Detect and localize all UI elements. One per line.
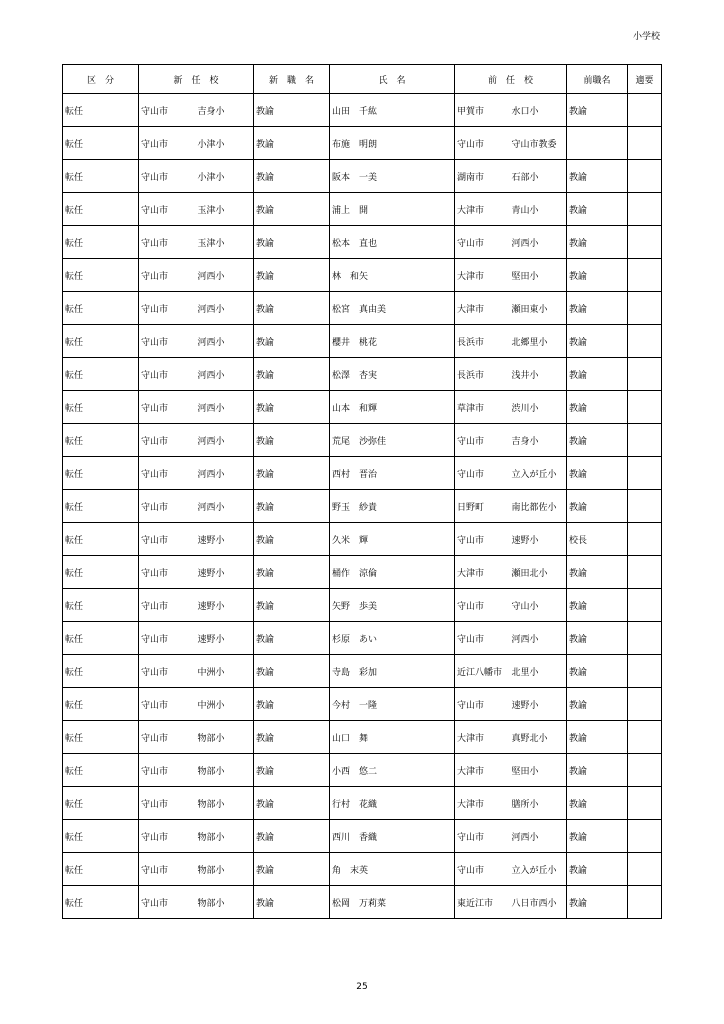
cell-kubun: 転任 — [63, 820, 139, 853]
cell-prev-school: 河西小 — [510, 622, 567, 655]
cell-new-position: 教諭 — [254, 325, 330, 358]
cell-remarks — [628, 490, 662, 523]
cell-new-school: 河西小 — [196, 490, 254, 523]
table-row — [63, 292, 662, 325]
cell-new-city: 守山市 — [139, 391, 196, 424]
cell-prev-city: 大津市 — [455, 292, 510, 325]
cell-new-school: 物部小 — [196, 787, 254, 820]
cell-prev-position: 教諭 — [567, 589, 628, 622]
cell-prev-school: 守山小 — [510, 589, 567, 622]
cell-remarks — [628, 127, 662, 160]
cell-name: 松宮 真由美 — [330, 292, 455, 325]
cell-new-school: 河西小 — [196, 391, 254, 424]
cell-remarks — [628, 424, 662, 457]
cell-kubun: 転任 — [63, 589, 139, 622]
cell-new-city: 守山市 — [139, 457, 196, 490]
cell-prev-school: 南比都佐小 — [510, 490, 567, 523]
cell-prev-school: 浅井小 — [510, 358, 567, 391]
cell-prev-city: 守山市 — [455, 589, 510, 622]
cell-prev-city: 守山市 — [455, 457, 510, 490]
cell-remarks — [628, 853, 662, 886]
table-row — [63, 589, 662, 622]
table-row — [63, 94, 662, 127]
personnel-table — [62, 64, 662, 919]
table-row — [63, 127, 662, 160]
cell-new-city: 守山市 — [139, 325, 196, 358]
cell-name: 桶作 涼倫 — [330, 556, 455, 589]
cell-kubun: 転任 — [63, 259, 139, 292]
cell-prev-position: 校長 — [567, 523, 628, 556]
cell-new-city: 守山市 — [139, 193, 196, 226]
cell-prev-position: 教諭 — [567, 193, 628, 226]
cell-remarks — [628, 886, 662, 919]
cell-kubun: 転任 — [63, 457, 139, 490]
cell-kubun: 転任 — [63, 886, 139, 919]
header-prev-school: 前 任 校 — [455, 65, 567, 94]
cell-new-city: 守山市 — [139, 886, 196, 919]
cell-prev-position: 教諭 — [567, 259, 628, 292]
cell-new-position: 教諭 — [254, 820, 330, 853]
table-row — [63, 556, 662, 589]
cell-new-school: 物部小 — [196, 754, 254, 787]
cell-new-position: 教諭 — [254, 259, 330, 292]
cell-remarks — [628, 226, 662, 259]
cell-new-position: 教諭 — [254, 292, 330, 325]
cell-prev-school: 河西小 — [510, 820, 567, 853]
cell-prev-position: 教諭 — [567, 94, 628, 127]
cell-kubun: 転任 — [63, 358, 139, 391]
cell-kubun: 転任 — [63, 787, 139, 820]
cell-prev-school: 速野小 — [510, 523, 567, 556]
cell-prev-position: 教諭 — [567, 853, 628, 886]
cell-prev-position: 教諭 — [567, 226, 628, 259]
cell-remarks — [628, 556, 662, 589]
cell-name: 杉原 あい — [330, 622, 455, 655]
cell-prev-position: 教諭 — [567, 655, 628, 688]
cell-new-city: 守山市 — [139, 358, 196, 391]
cell-prev-position: 教諭 — [567, 292, 628, 325]
cell-prev-city: 大津市 — [455, 193, 510, 226]
cell-new-position: 教諭 — [254, 457, 330, 490]
cell-kubun: 転任 — [63, 622, 139, 655]
cell-name: 布施 明朗 — [330, 127, 455, 160]
cell-name: 久米 輝 — [330, 523, 455, 556]
cell-prev-school: 吉身小 — [510, 424, 567, 457]
cell-remarks — [628, 457, 662, 490]
school-type-label: 小学校 — [632, 32, 660, 42]
cell-kubun: 転任 — [63, 721, 139, 754]
cell-remarks — [628, 94, 662, 127]
cell-new-school: 速野小 — [196, 556, 254, 589]
header-new-position: 新 職 名 — [254, 65, 330, 94]
cell-new-city: 守山市 — [139, 523, 196, 556]
cell-prev-school: 速野小 — [510, 688, 567, 721]
table-row — [63, 490, 662, 523]
cell-remarks — [628, 787, 662, 820]
cell-prev-school: 渋川小 — [510, 391, 567, 424]
cell-kubun: 転任 — [63, 424, 139, 457]
cell-prev-school: 立入が丘小 — [510, 457, 567, 490]
cell-prev-city: 甲賀市 — [455, 94, 510, 127]
cell-prev-school: 堅田小 — [510, 259, 567, 292]
cell-remarks — [628, 622, 662, 655]
cell-kubun: 転任 — [63, 490, 139, 523]
cell-name: 浦上 開 — [330, 193, 455, 226]
cell-prev-school: 石部小 — [510, 160, 567, 193]
cell-prev-position: 教諭 — [567, 886, 628, 919]
table-row — [63, 259, 662, 292]
table-row — [63, 391, 662, 424]
cell-prev-school: 瀬田北小 — [510, 556, 567, 589]
cell-new-school: 速野小 — [196, 523, 254, 556]
cell-kubun: 転任 — [63, 754, 139, 787]
cell-kubun: 転任 — [63, 556, 139, 589]
cell-prev-city: 日野町 — [455, 490, 510, 523]
cell-new-position: 教諭 — [254, 655, 330, 688]
cell-prev-position: 教諭 — [567, 820, 628, 853]
cell-kubun: 転任 — [63, 160, 139, 193]
cell-new-school: 物部小 — [196, 886, 254, 919]
cell-prev-position: 教諭 — [567, 556, 628, 589]
cell-new-school: 河西小 — [196, 424, 254, 457]
cell-name: 松岡 万莉菜 — [330, 886, 455, 919]
cell-new-school: 物部小 — [196, 721, 254, 754]
cell-prev-city: 大津市 — [455, 721, 510, 754]
cell-kubun: 転任 — [63, 391, 139, 424]
cell-remarks — [628, 523, 662, 556]
cell-prev-city: 長浜市 — [455, 325, 510, 358]
cell-prev-position: 教諭 — [567, 358, 628, 391]
cell-prev-school: 北郷里小 — [510, 325, 567, 358]
cell-new-school: 物部小 — [196, 853, 254, 886]
cell-remarks — [628, 820, 662, 853]
cell-new-school: 玉津小 — [196, 226, 254, 259]
cell-new-position: 教諭 — [254, 193, 330, 226]
cell-name: 小西 悠二 — [330, 754, 455, 787]
cell-prev-school: 立入が丘小 — [510, 853, 567, 886]
cell-remarks — [628, 160, 662, 193]
cell-prev-position — [567, 127, 628, 160]
cell-new-city: 守山市 — [139, 853, 196, 886]
cell-new-city: 守山市 — [139, 721, 196, 754]
cell-prev-school: 水口小 — [510, 94, 567, 127]
cell-new-position: 教諭 — [254, 622, 330, 655]
cell-prev-position: 教諭 — [567, 754, 628, 787]
cell-name: 山口 舞 — [330, 721, 455, 754]
cell-new-position: 教諭 — [254, 754, 330, 787]
cell-prev-school: 守山市教委 — [510, 127, 567, 160]
cell-prev-position: 教諭 — [567, 457, 628, 490]
cell-prev-city: 大津市 — [455, 259, 510, 292]
table-row — [63, 358, 662, 391]
cell-prev-city: 守山市 — [455, 688, 510, 721]
cell-prev-city: 守山市 — [455, 127, 510, 160]
cell-new-school: 河西小 — [196, 259, 254, 292]
cell-kubun: 転任 — [63, 523, 139, 556]
cell-remarks — [628, 688, 662, 721]
cell-new-position: 教諭 — [254, 688, 330, 721]
table-row — [63, 325, 662, 358]
cell-new-school: 河西小 — [196, 325, 254, 358]
cell-prev-city: 守山市 — [455, 853, 510, 886]
cell-kubun: 転任 — [63, 94, 139, 127]
cell-new-position: 教諭 — [254, 226, 330, 259]
table-row — [63, 853, 662, 886]
cell-remarks — [628, 325, 662, 358]
cell-new-position: 教諭 — [254, 127, 330, 160]
cell-prev-city: 守山市 — [455, 226, 510, 259]
cell-prev-city: 守山市 — [455, 622, 510, 655]
cell-new-city: 守山市 — [139, 292, 196, 325]
cell-prev-city: 大津市 — [455, 754, 510, 787]
cell-kubun: 転任 — [63, 193, 139, 226]
header-remarks: 適要 — [628, 65, 662, 94]
cell-name: 角 末英 — [330, 853, 455, 886]
cell-prev-position: 教諭 — [567, 688, 628, 721]
cell-new-school: 河西小 — [196, 457, 254, 490]
cell-new-position: 教諭 — [254, 424, 330, 457]
cell-prev-position: 教諭 — [567, 622, 628, 655]
header-kubun: 区 分 — [63, 65, 139, 94]
cell-kubun: 転任 — [63, 325, 139, 358]
cell-new-position: 教諭 — [254, 160, 330, 193]
cell-new-position: 教諭 — [254, 853, 330, 886]
table-header-row — [63, 65, 662, 94]
cell-prev-city: 東近江市 — [455, 886, 510, 919]
cell-prev-position: 教諭 — [567, 391, 628, 424]
cell-new-school: 速野小 — [196, 589, 254, 622]
table-row — [63, 523, 662, 556]
cell-prev-school: 青山小 — [510, 193, 567, 226]
cell-new-school: 河西小 — [196, 358, 254, 391]
cell-prev-position: 教諭 — [567, 325, 628, 358]
cell-new-city: 守山市 — [139, 556, 196, 589]
cell-name: 荒尾 沙弥佳 — [330, 424, 455, 457]
cell-new-city: 守山市 — [139, 127, 196, 160]
cell-new-position: 教諭 — [254, 391, 330, 424]
cell-prev-city: 長浜市 — [455, 358, 510, 391]
table-row — [63, 820, 662, 853]
cell-prev-position: 教諭 — [567, 160, 628, 193]
table-row — [63, 721, 662, 754]
cell-new-position: 教諭 — [254, 721, 330, 754]
cell-prev-school: 瀬田東小 — [510, 292, 567, 325]
table-row — [63, 457, 662, 490]
table-row — [63, 424, 662, 457]
cell-new-city: 守山市 — [139, 94, 196, 127]
cell-remarks — [628, 721, 662, 754]
cell-prev-city: 大津市 — [455, 556, 510, 589]
cell-name: 行村 花織 — [330, 787, 455, 820]
cell-new-school: 中洲小 — [196, 655, 254, 688]
cell-prev-school: 河西小 — [510, 226, 567, 259]
cell-kubun: 転任 — [63, 688, 139, 721]
cell-name: 阪本 一美 — [330, 160, 455, 193]
cell-new-position: 教諭 — [254, 787, 330, 820]
cell-prev-position: 教諭 — [567, 424, 628, 457]
cell-new-position: 教諭 — [254, 94, 330, 127]
cell-kubun: 転任 — [63, 853, 139, 886]
cell-kubun: 転任 — [63, 655, 139, 688]
table-row — [63, 622, 662, 655]
table-row — [63, 226, 662, 259]
cell-remarks — [628, 655, 662, 688]
table-row — [63, 688, 662, 721]
cell-new-city: 守山市 — [139, 160, 196, 193]
table-row — [63, 754, 662, 787]
table-row — [63, 160, 662, 193]
cell-remarks — [628, 259, 662, 292]
cell-kubun: 転任 — [63, 226, 139, 259]
cell-name: 山田 千紘 — [330, 94, 455, 127]
cell-new-city: 守山市 — [139, 490, 196, 523]
table-row — [63, 886, 662, 919]
table-row — [63, 787, 662, 820]
table-body — [63, 94, 662, 919]
cell-new-position: 教諭 — [254, 523, 330, 556]
cell-kubun: 転任 — [63, 292, 139, 325]
cell-name: 寺島 彩加 — [330, 655, 455, 688]
cell-new-city: 守山市 — [139, 226, 196, 259]
cell-prev-city: 守山市 — [455, 523, 510, 556]
cell-name: 櫻井 桃花 — [330, 325, 455, 358]
cell-name: 林 和矢 — [330, 259, 455, 292]
cell-prev-school: 膳所小 — [510, 787, 567, 820]
cell-prev-position: 教諭 — [567, 787, 628, 820]
cell-prev-school: 真野北小 — [510, 721, 567, 754]
cell-new-city: 守山市 — [139, 424, 196, 457]
cell-prev-city: 守山市 — [455, 424, 510, 457]
cell-remarks — [628, 589, 662, 622]
cell-new-city: 守山市 — [139, 820, 196, 853]
cell-remarks — [628, 193, 662, 226]
cell-new-school: 吉身小 — [196, 94, 254, 127]
cell-new-school: 玉津小 — [196, 193, 254, 226]
cell-new-position: 教諭 — [254, 589, 330, 622]
table-row — [63, 655, 662, 688]
cell-new-city: 守山市 — [139, 259, 196, 292]
cell-prev-city: 湖南市 — [455, 160, 510, 193]
header-name: 氏 名 — [330, 65, 455, 94]
cell-new-school: 速野小 — [196, 622, 254, 655]
cell-prev-school: 北里小 — [510, 655, 567, 688]
cell-remarks — [628, 391, 662, 424]
cell-new-school: 中洲小 — [196, 688, 254, 721]
cell-remarks — [628, 754, 662, 787]
cell-new-school: 河西小 — [196, 292, 254, 325]
cell-kubun: 転任 — [63, 127, 139, 160]
cell-new-city: 守山市 — [139, 655, 196, 688]
cell-name: 山本 和輝 — [330, 391, 455, 424]
cell-new-school: 物部小 — [196, 820, 254, 853]
cell-remarks — [628, 358, 662, 391]
cell-prev-school: 八日市西小 — [510, 886, 567, 919]
cell-prev-position: 教諭 — [567, 721, 628, 754]
cell-new-position: 教諭 — [254, 556, 330, 589]
cell-name: 西川 香織 — [330, 820, 455, 853]
cell-name: 矢野 歩美 — [330, 589, 455, 622]
table-row — [63, 193, 662, 226]
cell-new-position: 教諭 — [254, 358, 330, 391]
cell-new-school: 小津小 — [196, 160, 254, 193]
cell-prev-city: 草津市 — [455, 391, 510, 424]
cell-prev-city: 大津市 — [455, 787, 510, 820]
cell-name: 西村 晋治 — [330, 457, 455, 490]
cell-new-position: 教諭 — [254, 490, 330, 523]
cell-new-city: 守山市 — [139, 688, 196, 721]
cell-name: 松本 直也 — [330, 226, 455, 259]
cell-prev-city: 近江八幡市 — [455, 655, 510, 688]
cell-prev-city: 守山市 — [455, 820, 510, 853]
cell-new-position: 教諭 — [254, 886, 330, 919]
cell-new-school: 小津小 — [196, 127, 254, 160]
cell-new-city: 守山市 — [139, 589, 196, 622]
cell-prev-school: 堅田小 — [510, 754, 567, 787]
cell-remarks — [628, 292, 662, 325]
cell-name: 野玉 紗貴 — [330, 490, 455, 523]
header-prev-position: 前職名 — [567, 65, 628, 94]
header-new-school: 新 任 校 — [139, 65, 254, 94]
cell-name: 松澤 杏実 — [330, 358, 455, 391]
cell-new-city: 守山市 — [139, 787, 196, 820]
cell-new-city: 守山市 — [139, 754, 196, 787]
cell-prev-position: 教諭 — [567, 490, 628, 523]
page-number: 25 — [356, 982, 368, 992]
cell-new-city: 守山市 — [139, 622, 196, 655]
cell-name: 今村 一隆 — [330, 688, 455, 721]
